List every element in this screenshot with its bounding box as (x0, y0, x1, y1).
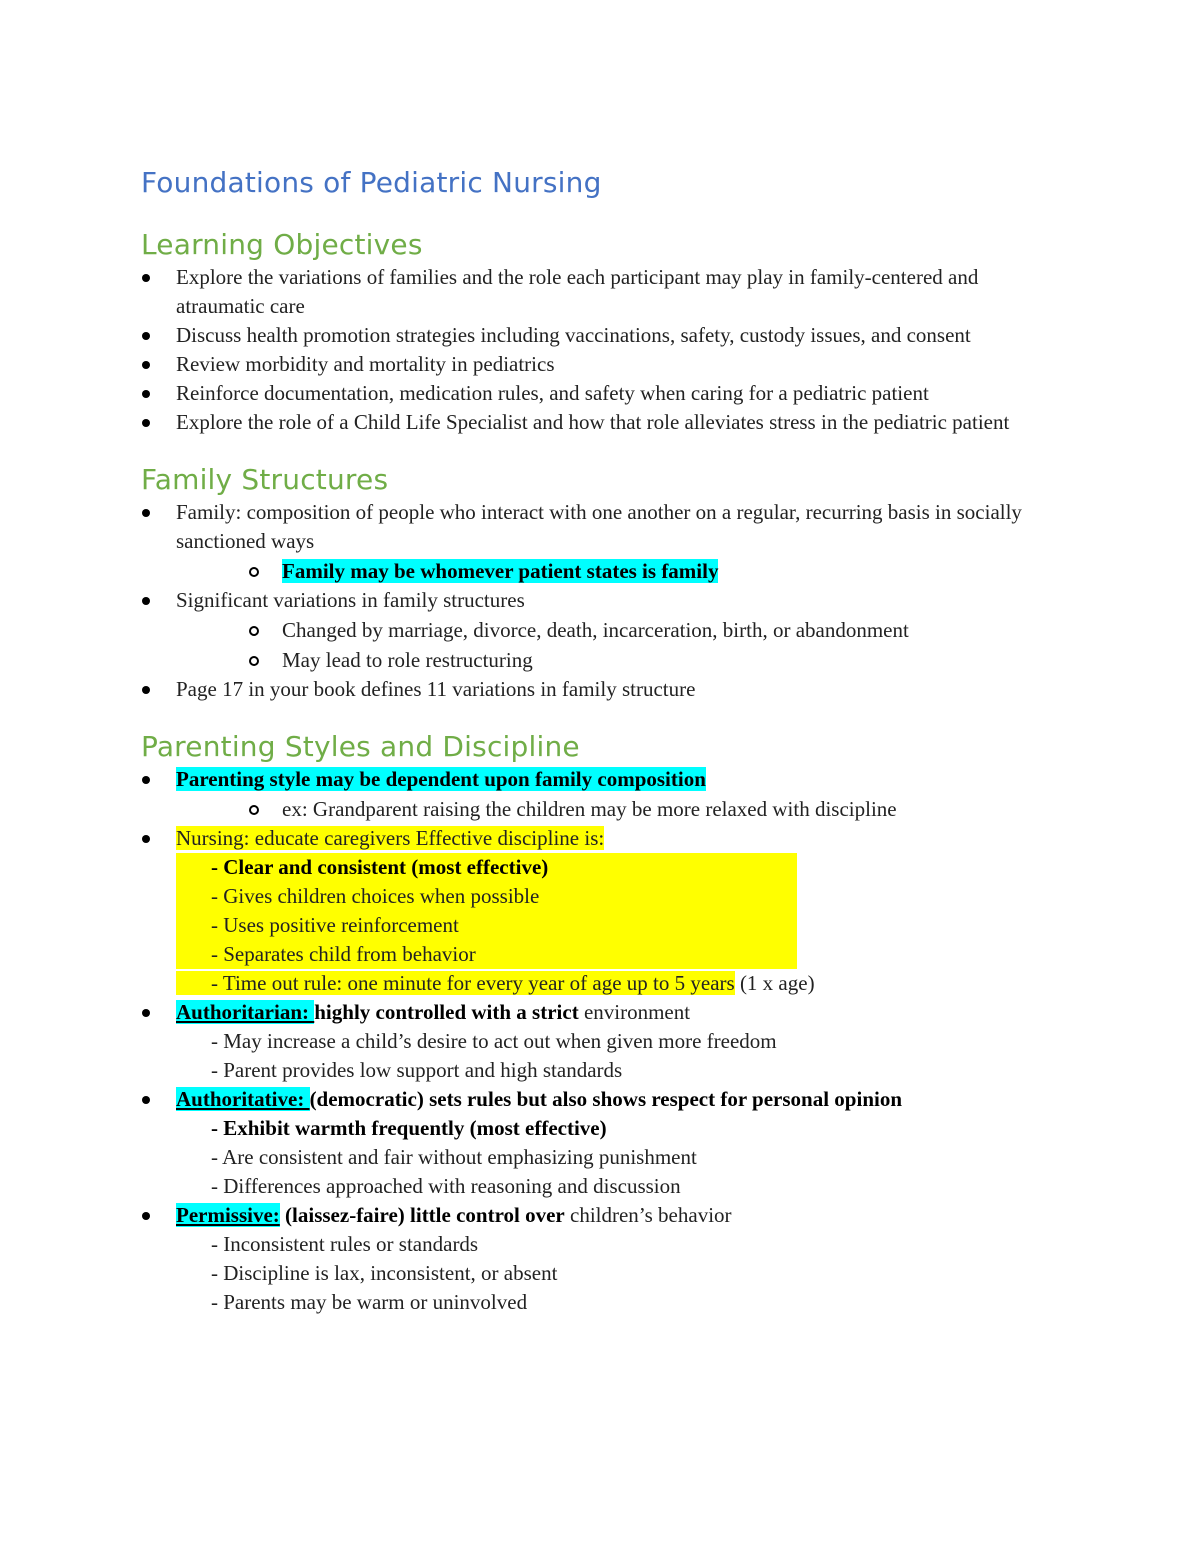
term-authoritative: Authoritative: (176, 1087, 310, 1111)
bullet-icon (142, 390, 150, 398)
bullet-icon (142, 274, 150, 282)
bullet-icon (142, 509, 150, 517)
list-item: Reinforce documentation, medication rules, and safety when caring for a pediatric patient (141, 379, 1061, 408)
term-authoritarian: Authoritarian: (176, 1000, 315, 1024)
term-permissive: Permissive: (176, 1203, 280, 1227)
list-item: Significant variations in family structures (141, 586, 1061, 615)
list-item: Review morbidity and mortality in pediatrics (141, 350, 1061, 379)
bullet-icon (142, 1096, 150, 1104)
parenting-list (141, 765, 1061, 1317)
bullet-icon (142, 361, 150, 369)
heading-learning-objectives: Learning Objectives (141, 228, 423, 261)
sub-list-item: Changed by marriage, divorce, death, incarceration, birth, or abandonment (141, 615, 1061, 645)
list-item: Explore the role of a Child Life Specialist and how that role alleviates stress in the pediatric patient (141, 408, 1061, 437)
dash-item: - Are consistent and fair without emphasizing punishment (211, 1145, 697, 1169)
bullet-icon (142, 835, 150, 843)
bullet-icon (142, 1009, 150, 1017)
highlighted-text: - Time out rule: one minute for every year of age up to 5 years (176, 971, 735, 995)
list-item: Permissive: (laissez-faire) little control over children’s behavior (141, 1201, 1061, 1230)
learning-objectives-list (141, 263, 1061, 437)
dash-item: - May increase a child’s desire to act out when given more freedom (211, 1029, 777, 1053)
circle-bullet-icon (249, 626, 259, 636)
list-item: Page 17 in your book defines 11 variations in family structure (141, 675, 1061, 704)
bullet-icon (142, 332, 150, 340)
dash-item: - Uses positive reinforcement (176, 911, 797, 940)
dash-item: - Parents may be warm or uninvolved (211, 1290, 528, 1314)
document-title: Foundations of Pediatric Nursing (141, 166, 602, 199)
dash-item: - Gives children choices when possible (176, 882, 797, 911)
list-item: Discuss health promotion strategies including vaccinations, safety, custody issues, and consent (141, 321, 1061, 350)
sub-list-item (141, 556, 1061, 586)
list-item: Family: composition of people who interact with one another on a regular, recurring basis in socially sanctioned ways (141, 498, 1061, 556)
circle-bullet-icon (249, 656, 259, 666)
list-item: Explore the variations of families and the role each participant may play in family-centered and atraumatic care (141, 263, 1061, 321)
dash-item: - Inconsistent rules or standards (211, 1232, 479, 1256)
dash-item: - Clear and consistent (most effective) (176, 853, 797, 882)
sub-list-item: May lead to role restructuring (141, 645, 1061, 675)
heading-family-structures: Family Structures (141, 463, 389, 496)
highlighted-text: Nursing: educate caregivers Effective discipline is: (176, 826, 605, 850)
circle-bullet-icon (249, 805, 259, 815)
highlighted-text: Parenting style may be dependent upon family composition (176, 767, 706, 791)
bullet-icon (142, 419, 150, 427)
list-item: Authoritative: (democratic) sets rules but also shows respect for personal opinion (141, 1085, 1061, 1114)
circle-bullet-icon (249, 567, 259, 577)
bullet-icon (142, 776, 150, 784)
highlighted-text: Family may be whomever patient states is family (282, 559, 719, 583)
list-item (141, 765, 1061, 794)
list-item (141, 824, 1061, 853)
document-body (141, 164, 1061, 1317)
dash-item: - Exhibit warmth frequently (most effective) (211, 1116, 607, 1140)
dash-item: - Parent provides low support and high standards (211, 1058, 623, 1082)
bullet-icon (142, 686, 150, 694)
dash-item: - Time out rule: one minute for every year of age up to 5 years (1 x age) (141, 969, 1061, 998)
sub-list-item: ex: Grandparent raising the children may be more relaxed with discipline (141, 794, 1061, 824)
heading-parenting-styles: Parenting Styles and Discipline (141, 730, 580, 763)
list-item: Authoritarian: highly controlled with a strict environment (141, 998, 1061, 1027)
bullet-icon (142, 597, 150, 605)
dash-item: - Discipline is lax, inconsistent, or absent (211, 1261, 558, 1285)
family-structures-list (141, 498, 1061, 704)
dash-item: - Differences approached with reasoning and discussion (211, 1174, 681, 1198)
dash-item: - Separates child from behavior (176, 940, 797, 969)
bullet-icon (142, 1212, 150, 1220)
